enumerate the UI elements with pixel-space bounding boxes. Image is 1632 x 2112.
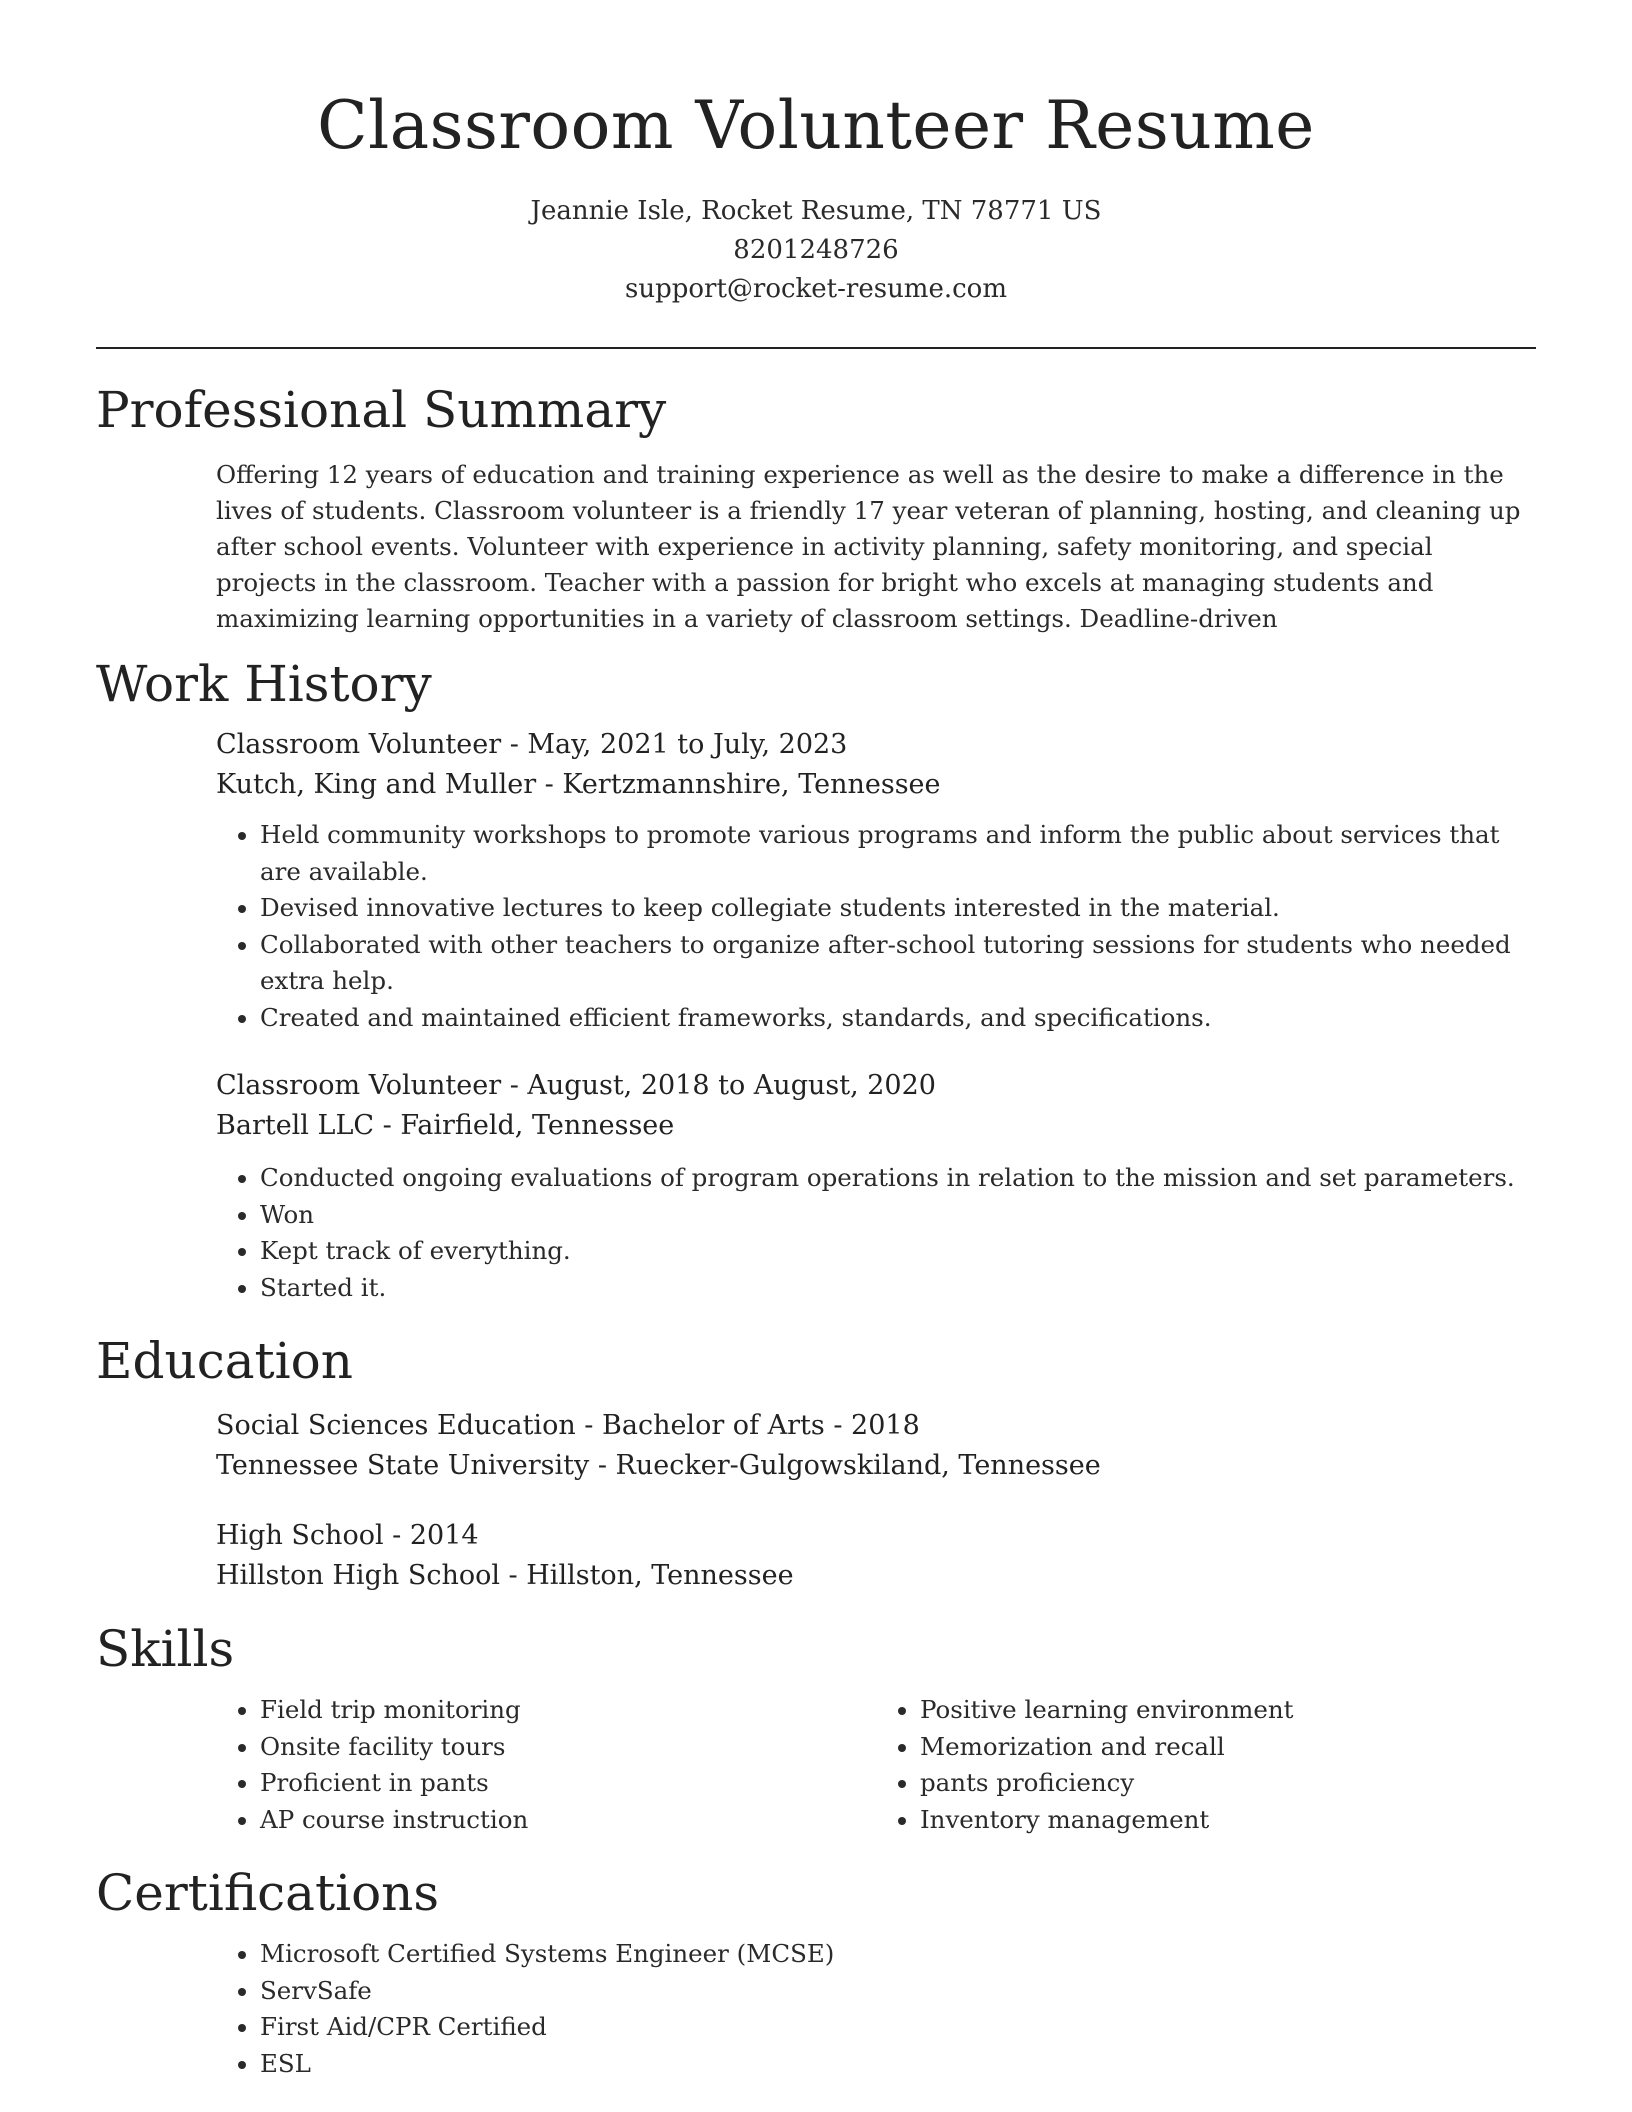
list-item: • Microsoft Certified Systems Engineer (MCSE) xyxy=(260,1936,1536,1973)
list-item: • Field trip monitoring xyxy=(260,1692,876,1729)
job-entry xyxy=(216,725,1536,1036)
contact-email: support@rocket-resume.com xyxy=(624,274,1007,304)
list-item: • Inventory management xyxy=(920,1802,1536,1839)
list-item: • pants proficiency xyxy=(920,1765,1536,1802)
list-item: • Onsite facility tours xyxy=(260,1729,876,1766)
list-item: • First Aid/CPR Certified xyxy=(260,2009,1536,2046)
skills-columns xyxy=(216,1692,1536,1838)
list-item: • Held community workshops to promote various programs and inform the public about services that are available. xyxy=(260,817,1536,890)
contact-info xyxy=(96,192,1536,309)
list-item: • Kept track of everything. xyxy=(260,1233,1536,1270)
work-history-section xyxy=(96,651,1536,1306)
list-item: • ServSafe xyxy=(260,1973,1536,2010)
summary-section xyxy=(96,377,1536,637)
job-company-line: Bartell LLC - Fairfield, Tennessee xyxy=(216,1110,675,1141)
skills-section xyxy=(96,1616,1536,1838)
list-item: • Positive learning environment xyxy=(920,1692,1536,1729)
header-divider xyxy=(96,347,1536,349)
job-entry xyxy=(216,1066,1536,1306)
job-title-line: Classroom Volunteer - August, 2018 to August, 2020 xyxy=(216,1070,936,1101)
school-line: Hillston High School - Hillston, Tennessee xyxy=(216,1560,794,1591)
certifications-section xyxy=(96,1860,1536,2082)
list-item: • Proficient in pants xyxy=(260,1765,876,1802)
job-company-line: Kutch, King and Muller - Kertzmannshire, Tennessee xyxy=(216,769,941,800)
list-item: • Devised innovative lectures to keep collegiate students interested in the material. xyxy=(260,890,1536,927)
job-bullets xyxy=(216,817,1536,1036)
list-item: • Memorization and recall xyxy=(920,1729,1536,1766)
contact-phone: 8201248726 xyxy=(733,235,899,265)
skills-heading: Skills xyxy=(96,1620,235,1678)
list-item: • AP course instruction xyxy=(260,1802,876,1839)
education-entry xyxy=(216,1406,1536,1486)
job-title-line: Classroom Volunteer - May, 2021 to July, 2023 xyxy=(216,729,848,760)
list-item: • Collaborated with other teachers to organize after-school tutoring sessions for students who needed extra help. xyxy=(260,927,1536,1000)
school-line: Tennessee State University - Ruecker-Gulgowskiland, Tennessee xyxy=(216,1450,1101,1481)
work-history-heading: Work History xyxy=(96,655,432,713)
certifications-block xyxy=(216,1936,1536,2082)
education-heading: Education xyxy=(96,1332,353,1390)
certifications-heading: Certifications xyxy=(96,1864,440,1922)
education-entry xyxy=(216,1516,1536,1596)
list-item: • ESL xyxy=(260,2046,1536,2083)
skills-list-left xyxy=(216,1692,876,1838)
certifications-list xyxy=(216,1936,1536,2082)
education-section xyxy=(96,1328,1536,1596)
resume-title: Classroom Volunteer Resume xyxy=(317,87,1315,164)
summary-heading: Professional Summary xyxy=(96,381,667,439)
list-item: • Won xyxy=(260,1197,1536,1234)
list-item: • Started it. xyxy=(260,1270,1536,1307)
degree-line: Social Sciences Education - Bachelor of Arts - 2018 xyxy=(216,1410,920,1441)
degree-line: High School - 2014 xyxy=(216,1520,479,1551)
resume-header xyxy=(96,0,1536,309)
contact-address: Jeannie Isle, Rocket Resume, TN 78771 US xyxy=(530,196,1102,226)
skills-list-right xyxy=(876,1692,1536,1838)
list-item: • Conducted ongoing evaluations of program operations in relation to the mission and set parameters. xyxy=(260,1160,1536,1197)
list-item: • Created and maintained efficient frameworks, standards, and specifications. xyxy=(260,1000,1536,1037)
summary-text: Offering 12 years of education and training experience as well as the desire to make a difference in the lives of students. Classroom volunteer is a friendly 17 year veteran of planning, hosting, and cleaning up after school events. Volunteer with experience in activity planning, safety monitoring, and special projects in the classroom. Teacher with a passion for bright who excels at managing students and maximizing learning opportunities in a variety of classroom settings. Deadline-driven xyxy=(216,460,1521,633)
job-bullets xyxy=(216,1160,1536,1306)
